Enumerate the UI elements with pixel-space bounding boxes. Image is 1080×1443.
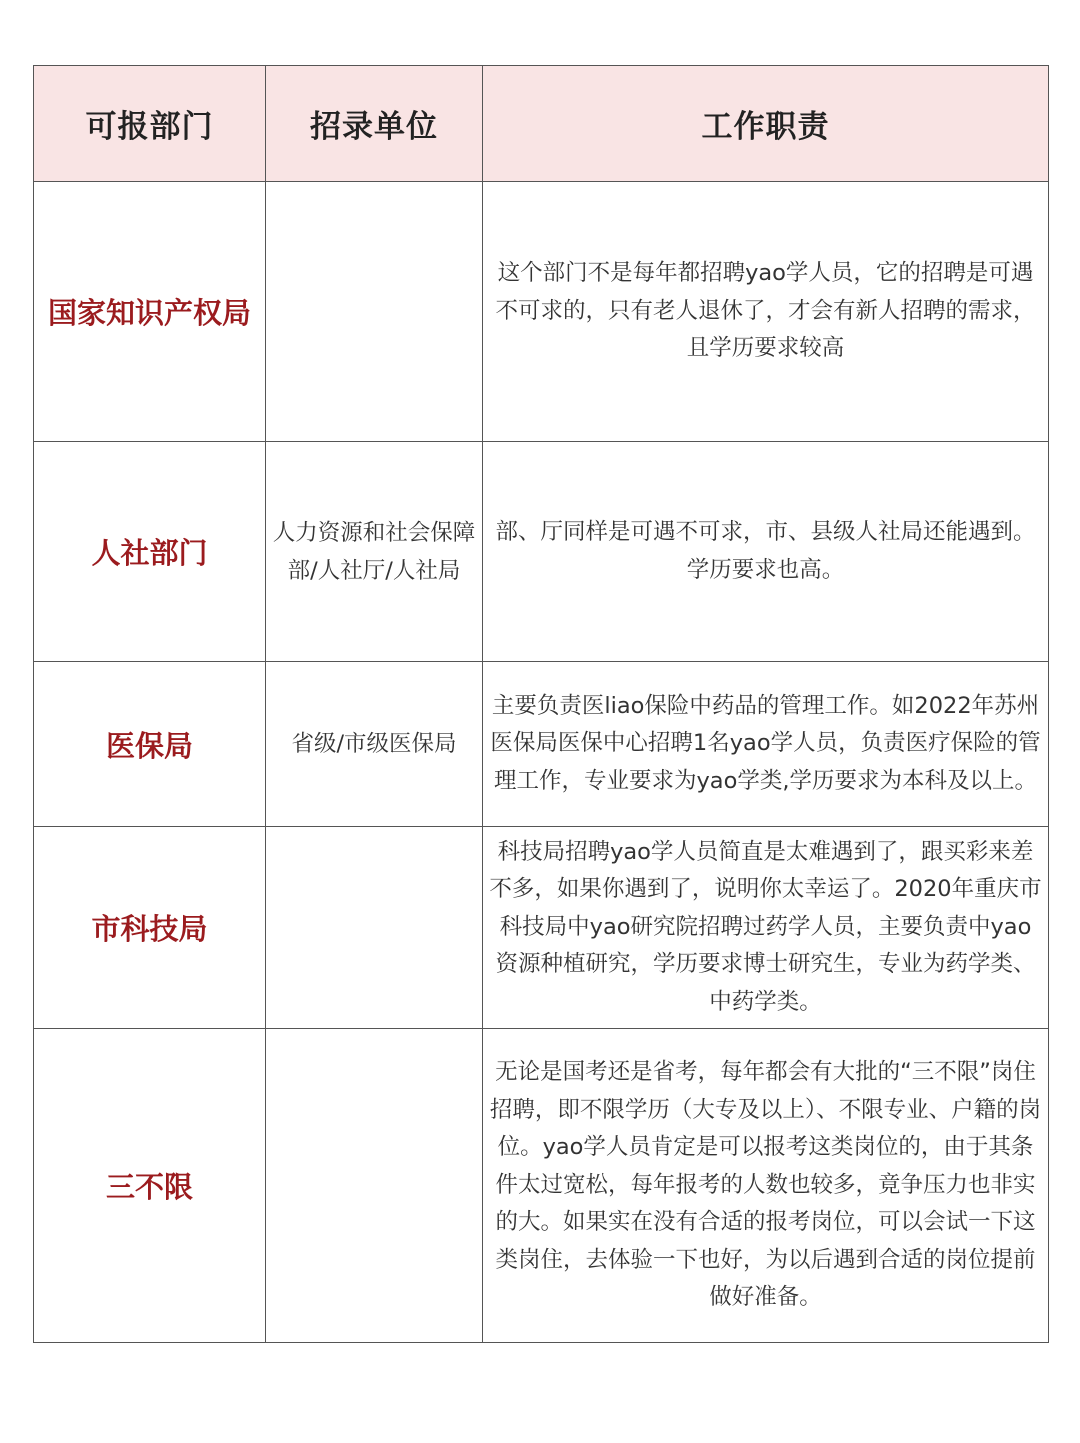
department-cell: 医保局 xyxy=(34,662,266,827)
duties-cell: 无论是国考还是省考，每年都会有大批的“三不限”岗住招聘，即不限学历（大专及以上）、不限专业、户籍的岗位。yao学人员肯定是可以报考这类岗位的，由于其条件太过宽松，每年报考的人数也较多，竟争压力也非实的大。如果实在没有合适的报考岗位，可以会试一下这类岗住，去体验一下也好，为以后遇到合适的岗位提前做好准备。 xyxy=(483,1029,1049,1343)
table-row xyxy=(34,442,1049,662)
table-row xyxy=(34,827,1049,1029)
unit-cell xyxy=(266,182,483,442)
table-row xyxy=(34,1029,1049,1343)
recruitment-table xyxy=(33,65,1049,1343)
header-duties: 工作职责 xyxy=(483,66,1049,182)
unit-cell xyxy=(266,1029,483,1343)
unit-cell: 人力资源和社会保障部/人社厅/人社局 xyxy=(266,442,483,662)
duties-cell: 主要负责医liao保险中药品的管理工作。如2022年苏州医保局医保中心招聘1名yao学人员，负责医疗保险的管理工作，专业要求为yao学类,学历要求为本科及以上。 xyxy=(483,662,1049,827)
department-cell: 国家知识产权局 xyxy=(34,182,266,442)
header-department: 可报部门 xyxy=(34,66,266,182)
table-row xyxy=(34,182,1049,442)
department-cell: 市科技局 xyxy=(34,827,266,1029)
duties-cell: 部、厅同样是可遇不可求，市、县级人社局还能遇到。学历要求也高。 xyxy=(483,442,1049,662)
header-row xyxy=(34,66,1049,182)
duties-cell: 这个部门不是每年都招聘yao学人员，它的招聘是可遇不可求的，只有老人退休了，才会有新人招聘的需求，且学历要求较高 xyxy=(483,182,1049,442)
unit-cell xyxy=(266,827,483,1029)
department-cell: 人社部门 xyxy=(34,442,266,662)
table-row xyxy=(34,662,1049,827)
department-cell: 三不限 xyxy=(34,1029,266,1343)
unit-cell: 省级/市级医保局 xyxy=(266,662,483,827)
duties-cell: 科技局招聘yao学人员简直是太难遇到了，跟买彩来差不多，如果你遇到了，说明你太幸运了。2020年重庆市科技局中yao研究院招聘过药学人员，主要负责中yao资源种植研究，学历要求博士研究生，专业为药学类、中药学类。 xyxy=(483,827,1049,1029)
header-unit: 招录单位 xyxy=(266,66,483,182)
